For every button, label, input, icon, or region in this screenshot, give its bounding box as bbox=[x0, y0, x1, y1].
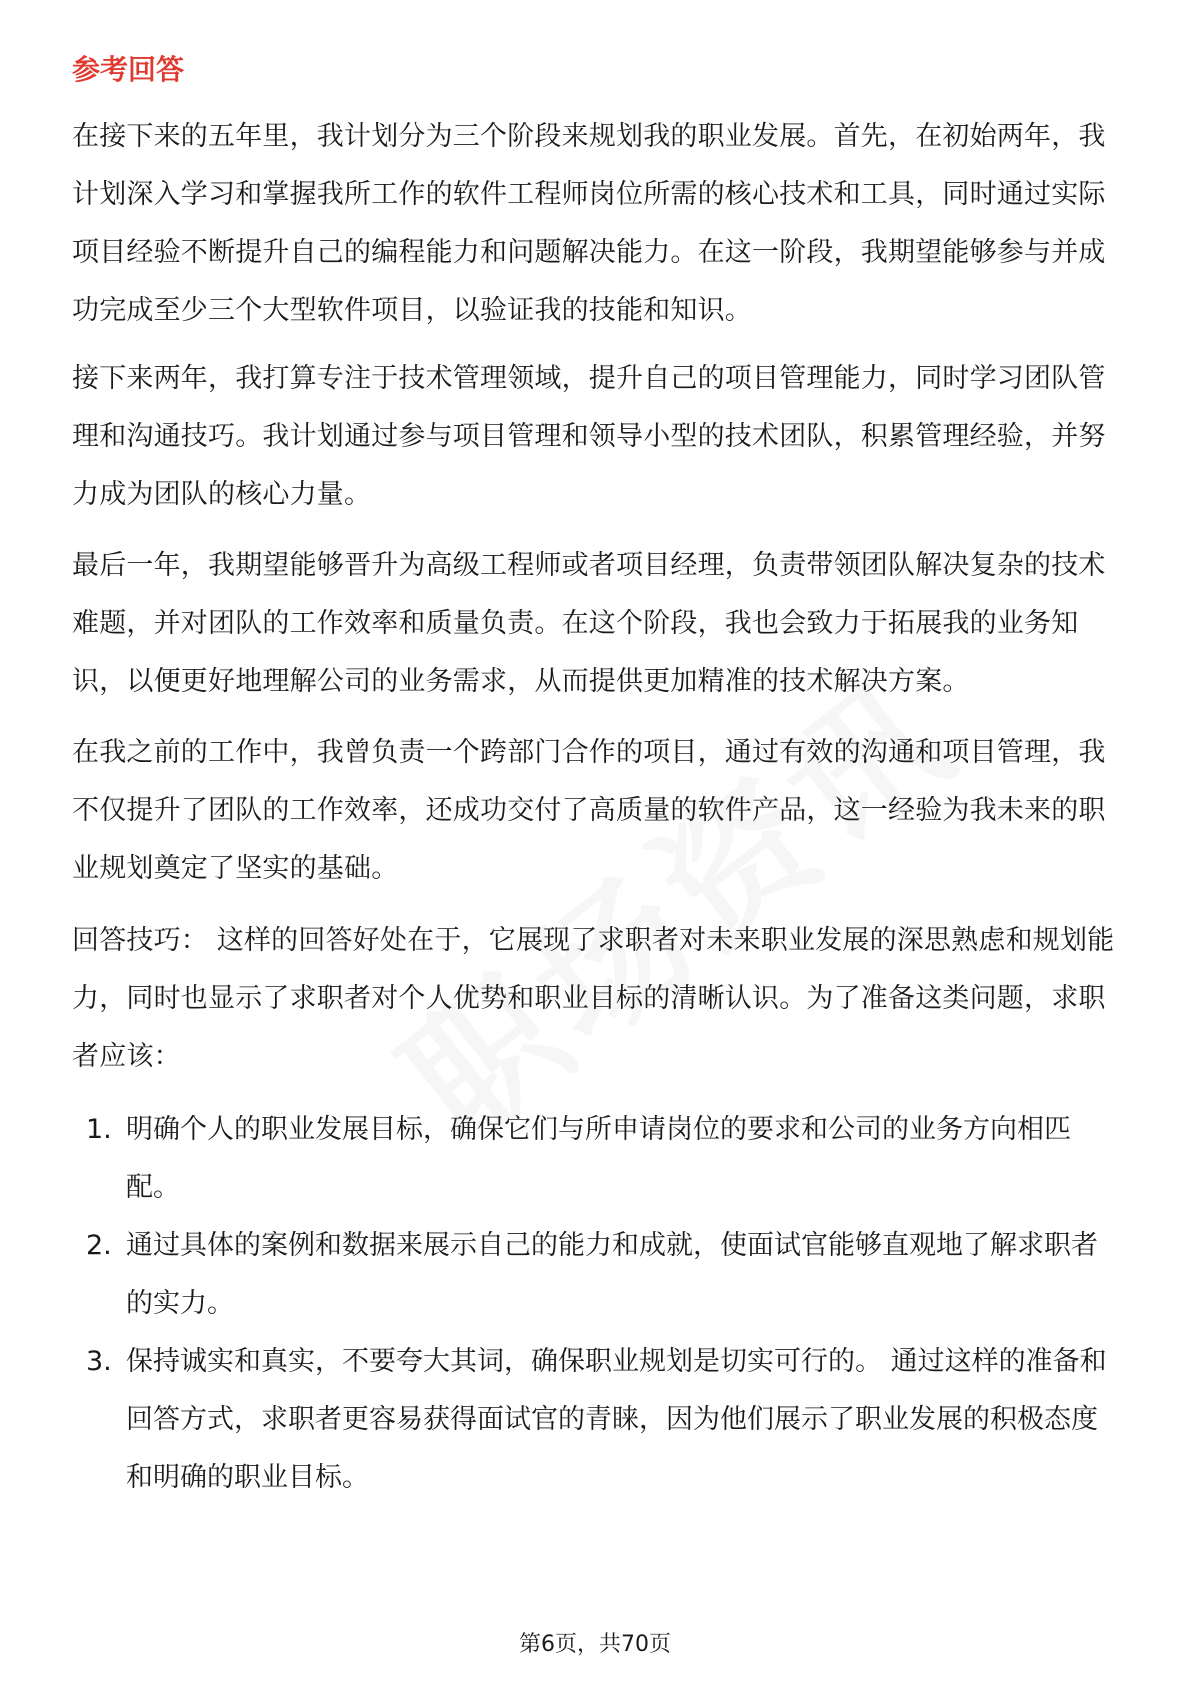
tips-list bbox=[72, 1101, 1117, 1507]
list-item-number: 3. bbox=[86, 1346, 112, 1377]
section-heading: 参考回答 bbox=[72, 53, 185, 86]
list-item-text: 通过具体的案例和数据来展示自己的能力和成就，使面试官能够直观地了解求职者的实力。 bbox=[126, 1230, 1098, 1319]
list-item-text: 保持诚实和真实，不要夸大其词，确保职业规划是切实可行的。 通过这样的准备和回答方式，求职者更容易获得面试官的青睐，因为他们展示了职业发展的积极态度和明确的职业目标。 bbox=[126, 1346, 1107, 1493]
paragraph-answer-tips: 回答技巧： 这样的回答好处在于，它展现了求职者对未来职业发展的深思熟虑和规划能力，同时也显示了求职者对个人优势和职业目标的清晰认识。为了准备这类问题，求职者应该： bbox=[72, 925, 1115, 1072]
list-item bbox=[72, 1217, 1117, 1333]
paragraph-final-year: 最后一年，我期望能够晋升为高级工程师或者项目经理，负责带领团队解决复杂的技术难题，并对团队的工作效率和质量负责。在这个阶段，我也会致力于拓展我的业务知识，以便更好地理解公司的业务需求，从而提供更加精准的技术解决方案。 bbox=[72, 550, 1106, 697]
paragraph-past-experience: 在我之前的工作中，我曾负责一个跨部门合作的项目，通过有效的沟通和项目管理，我不仅提升了团队的工作效率，还成功交付了高质量的软件产品，这一经验为我未来的职业规划奠定了坚实的基础。 bbox=[72, 737, 1106, 884]
list-item-text: 明确个人的职业发展目标，确保它们与所申请岗位的要求和公司的业务方向相匹配。 bbox=[126, 1114, 1071, 1203]
list-item-number: 1. bbox=[86, 1114, 112, 1145]
paragraph-middle-years: 接下来两年，我打算专注于技术管理领域，提升自己的项目管理能力，同时学习团队管理和沟通技巧。我计划通过参与项目管理和领导小型的技术团队，积累管理经验，并努力成为团队的核心力量。 bbox=[72, 363, 1106, 510]
paragraph-plan-overview: 在接下来的五年里，我计划分为三个阶段来规划我的职业发展。首先，在初始两年，我计划深入学习和掌握我所工作的软件工程师岗位所需的核心技术和工具，同时通过实际项目经验不断提升自己的编程能力和问题解决能力。在这一阶段，我期望能够参与并成功完成至少三个大型软件项目，以验证我的技能和知识。 bbox=[72, 121, 1106, 326]
page-number: 第6页，共70页 bbox=[519, 1632, 671, 1657]
list-item-number: 2. bbox=[86, 1230, 112, 1261]
list-item bbox=[72, 1101, 1117, 1217]
list-item bbox=[72, 1333, 1117, 1507]
